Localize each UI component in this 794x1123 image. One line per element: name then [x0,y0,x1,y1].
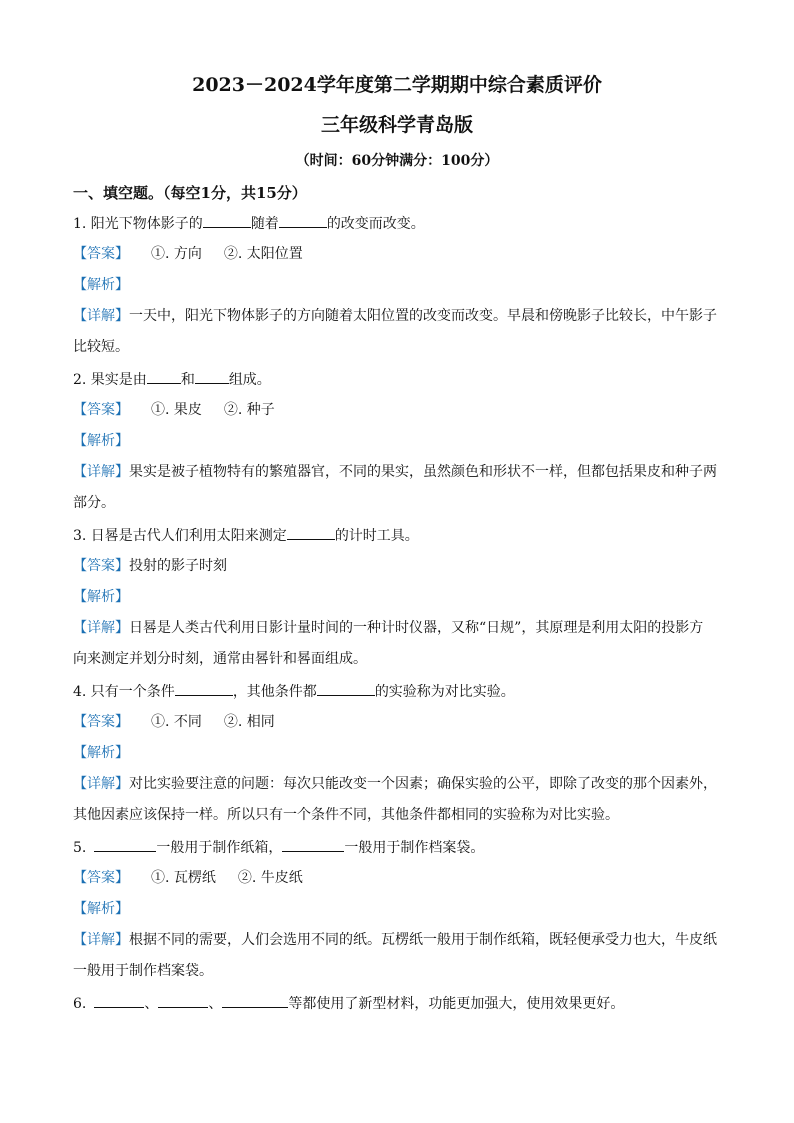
answer-5 [73,868,723,888]
question-1: 1. 阳光下物体影子的 随着 的改变而改变。 [73,213,723,234]
detail-label: 【详解】 [73,464,129,480]
detail-label: 【详解】 [73,776,129,792]
exam-info: （时间：60分钟满分：100分） [295,153,499,169]
analysis-label: 【解析】 [73,901,129,917]
answer-4 [73,712,723,732]
detail-3-line-1: 【详解】日晷是人类古代利用日影计量时间的一种计时仪器，又称“日规”，其原理是利用太阳的投影方 [73,620,704,636]
exam-title: 2023－2024学年度第二学期期中综合素质评价 [192,74,602,96]
detail-4-line-1: 【详解】对比实验要注意的问题：每次只能改变一个因素；确保实验的公平，即除了改变的那个因素外， [73,776,717,792]
answer-blank [279,213,327,228]
answer-3 [73,556,723,576]
detail-label: 【详解】 [73,620,129,636]
answer-option: ②. 太阳位置 [223,246,303,262]
detail-5-line-2: 一般用于制作档案袋。 [73,963,213,979]
answer-label: 【答案】 [73,870,129,886]
detail-2-line-1: 【详解】果实是被子植物特有的繁殖器官，不同的果实，虽然颜色和形状不一样，但都包括果皮和种子两 [73,464,717,480]
answer-blank [175,681,233,696]
answer-label: 【答案】 [73,246,129,262]
analysis-2 [73,431,723,451]
answer-text: 投射的影子时刻 [129,558,227,574]
answer-blank [158,993,208,1008]
detail-1-line-2: 比较短。 [73,339,129,355]
analysis-3 [73,587,723,607]
exam-subtitle: 三年级科学青岛版 [320,114,473,136]
question-5: 5. 一般用于制作纸箱， 一般用于制作档案袋。 [73,837,723,858]
analysis-label: 【解析】 [73,277,129,293]
answer-option: ①. 不同 [151,714,202,730]
analysis-4 [73,743,723,763]
analysis-label: 【解析】 [73,745,129,761]
detail-label: 【详解】 [73,932,129,948]
answer-1 [73,244,723,264]
answer-blank [203,213,251,228]
answer-blank [282,837,344,852]
answer-label: 【答案】 [73,714,129,730]
answer-option: ①. 方向 [151,246,202,262]
question-2: 2. 果实是由 和 组成。 [73,369,723,390]
detail-3-line-2: 向来测定并划分时刻，通常由晷针和晷面组成。 [73,651,367,667]
section-title: 一、填空题。（每空1分，共15分） [73,184,307,202]
answer-option: ①. 果皮 [151,402,202,418]
answer-blank [222,993,288,1008]
detail-label: 【详解】 [73,308,129,324]
analysis-5 [73,899,723,919]
answer-blank [195,369,229,384]
answer-blank [94,837,156,852]
answer-option: ②. 种子 [223,402,275,418]
answer-2 [73,400,723,420]
detail-4-line-2: 其他因素应该保持一样。所以只有一个条件不同，其他条件都相同的实验称为对比实验。 [73,807,619,823]
analysis-label: 【解析】 [73,433,129,449]
question-3: 3. 日晷是古代人们利用太阳来测定 的计时工具。 [73,525,723,546]
analysis-label: 【解析】 [73,589,129,605]
answer-label: 【答案】 [73,402,129,418]
answer-blank [317,681,375,696]
detail-2-line-2: 部分。 [73,495,115,511]
answer-blank [94,993,144,1008]
answer-option: ②. 牛皮纸 [237,870,303,886]
question-6: 6. 、 、 等都使用了新型材料，功能更加强大，使用效果更好。 [73,993,723,1014]
detail-1-line-1: 【详解】一天中，阳光下物体影子的方向随着太阳位置的改变而改变。早晨和傍晚影子比较长，中午影子 [73,308,717,324]
analysis-1 [73,275,723,295]
answer-blank [147,369,181,384]
answer-blank [287,525,335,540]
question-4: 4. 只有一个条件 ，其他条件都 的实验称为对比实验。 [73,681,723,702]
answer-option: ②. 相同 [223,714,275,730]
answer-label: 【答案】 [73,558,129,574]
detail-5-line-1: 【详解】根据不同的需要，人们会选用不同的纸。瓦楞纸一般用于制作纸箱，既轻便承受力也大，牛皮纸 [73,932,717,948]
answer-option: ①. 瓦楞纸 [151,870,216,886]
